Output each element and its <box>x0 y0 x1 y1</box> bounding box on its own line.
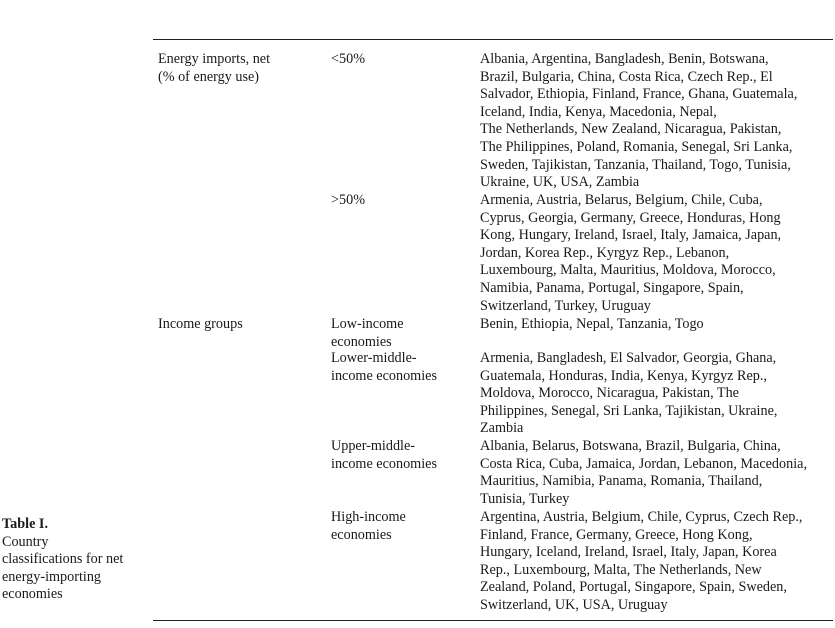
country-list-line: Albania, Argentina, Bangladesh, Benin, Botswana, <box>480 51 769 67</box>
country-list-line: Sweden, Tajikistan, Tanzania, Thailand, Togo, Tunisia, <box>480 156 791 173</box>
table-caption-line: economies <box>2 586 63 603</box>
country-list-line: Benin, Ethiopia, Nepal, Tanzania, Togo <box>480 316 704 332</box>
high-income-label-line: High-income <box>331 509 406 525</box>
country-list-line: Switzerland, UK, USA, Uruguay <box>480 596 668 613</box>
country-list-line: Kong, Hungary, Ireland, Israel, Italy, Jamaica, Japan, <box>480 227 782 244</box>
upper-middle-income-countries <box>480 438 832 508</box>
income-groups-label: Income groups <box>158 316 243 332</box>
country-list-line: The Philippines, Poland, Romania, Senegal, Sri Lanka, <box>480 138 793 155</box>
country-list-line: Mauritius, Namibia, Panama, Romania, Thailand, <box>480 473 763 490</box>
energy-imports-label-line: (% of energy use) <box>158 68 259 85</box>
energy-imports-label <box>158 51 328 86</box>
upper-middle-income-label-line: income economies <box>331 455 437 472</box>
gt50-countries <box>480 192 832 315</box>
country-list-line: Zealand, Poland, Portugal, Singapore, Spain, Sweden, <box>480 579 787 596</box>
lower-middle-income-label <box>331 350 476 385</box>
high-income-countries <box>480 509 832 615</box>
country-list-line: Armenia, Bangladesh, El Salvador, Georgia, Ghana, <box>480 350 777 366</box>
lower-middle-income-label-line: income economies <box>331 367 437 384</box>
low-income-label-line: Low-income <box>331 316 404 332</box>
table-top-rule <box>153 39 833 40</box>
table-number: Table I. <box>2 516 48 532</box>
table-caption-line: classifications for net <box>2 551 124 568</box>
country-list-line: Argentina, Austria, Belgium, Chile, Cyprus, Czech Rep., <box>480 509 803 525</box>
country-list-line: Jordan, Korea Rep., Kyrgyz Rep., Lebanon, <box>480 244 730 261</box>
country-list-line: Luxembourg, Malta, Mauritius, Moldova, Morocco, <box>480 262 776 279</box>
country-list-line: Salvador, Ethiopia, Finland, France, Ghana, Guatemala, <box>480 86 798 103</box>
country-list-line: Albania, Belarus, Botswana, Brazil, Bulgaria, China, <box>480 438 781 454</box>
country-list-line: Iceland, India, Kenya, Macedonia, Nepal, <box>480 103 717 120</box>
high-income-label <box>331 509 476 544</box>
country-list-line: Finland, France, Germany, Greece, Hong Kong, <box>480 526 753 543</box>
country-list-line: Costa Rica, Cuba, Jamaica, Jordan, Lebanon, Macedonia, <box>480 455 807 472</box>
table-caption-line: energy-importing <box>2 568 102 585</box>
country-list-line: The Netherlands, New Zealand, Nicaragua, Pakistan, <box>480 121 782 138</box>
low-income-label <box>331 316 476 351</box>
country-list-line: Hungary, Iceland, Ireland, Israel, Italy, Japan, Korea <box>480 544 777 561</box>
lower-middle-income-countries <box>480 350 832 438</box>
country-list-line: Guatemala, Honduras, India, Kenya, Kyrgyz Rep., <box>480 367 767 384</box>
gt50-label: >50% <box>331 192 366 208</box>
low-income-countries <box>480 316 832 334</box>
lt50-countries <box>480 51 832 192</box>
country-list-line: Philippines, Senegal, Sri Lanka, Tajikistan, Ukraine, <box>480 402 778 419</box>
country-list-line: Ukraine, UK, USA, Zambia <box>480 174 640 191</box>
country-list-line: Namibia, Panama, Portugal, Singapore, Spain, <box>480 279 744 296</box>
country-list-line: Tunisia, Turkey <box>480 490 570 507</box>
country-list-line: Armenia, Austria, Belarus, Belgium, Chile, Cuba, <box>480 192 763 208</box>
upper-middle-income-label-line: Upper-middle- <box>331 438 416 454</box>
lower-middle-income-label-line: Lower-middle- <box>331 350 417 366</box>
low-income-label-line: economies <box>331 333 392 350</box>
upper-middle-income-label <box>331 438 476 473</box>
table-caption <box>2 516 152 604</box>
country-list-line: Brazil, Bulgaria, China, Costa Rica, Czech Rep., El <box>480 68 773 85</box>
country-list-line: Moldova, Morocco, Nicaragua, Pakistan, The <box>480 385 739 402</box>
lt50-label: <50% <box>331 51 366 67</box>
country-list-line: Rep., Luxembourg, Malta, The Netherlands, New <box>480 561 762 578</box>
country-list-line: Switzerland, Turkey, Uruguay <box>480 297 651 314</box>
country-list-line: Zambia <box>480 420 524 437</box>
high-income-label-line: economies <box>331 526 392 543</box>
table-bottom-rule <box>153 620 833 621</box>
table-caption-line: Country <box>2 533 49 550</box>
energy-imports-label-line: Energy imports, net <box>158 51 271 67</box>
country-list-line: Cyprus, Georgia, Germany, Greece, Honduras, Hong <box>480 209 781 226</box>
